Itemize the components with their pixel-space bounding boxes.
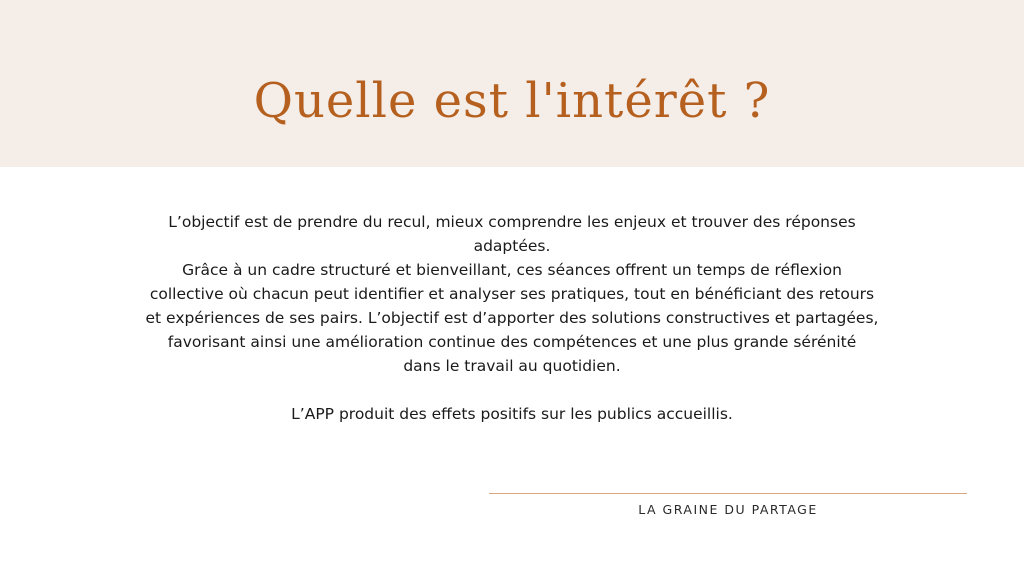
body-line: dans le travail au quotidien. xyxy=(403,357,621,375)
body-line: L’objectif est de prendre du recul, mieux comprendre les enjeux et trouver des réponses xyxy=(168,213,856,231)
body-text xyxy=(120,210,904,426)
paragraph-spacer xyxy=(120,378,904,402)
footer-brand-label: LA GRAINE DU PARTAGE xyxy=(638,502,818,517)
page-title: Quelle est l'intérêt ? xyxy=(253,73,771,129)
body-line: favorisant ainsi une amélioration continue des compétences et une plus grande sérénité xyxy=(167,333,857,351)
body-closing-line: L’APP produit des effets positifs sur les publics accueillis. xyxy=(291,405,733,423)
body-line: collective où chacun peut identifier et analyser ses pratiques, tout en bénéficiant des retours xyxy=(149,285,875,303)
body-line: adaptées. xyxy=(473,237,551,255)
body-line: Grâce à un cadre structuré et bienveillant, ces séances offrent un temps de réflexion xyxy=(182,261,842,279)
body-line: et expériences de ses pairs. L’objectif est d’apporter des solutions constructives et partagées, xyxy=(145,309,879,327)
footer-divider xyxy=(489,493,967,494)
